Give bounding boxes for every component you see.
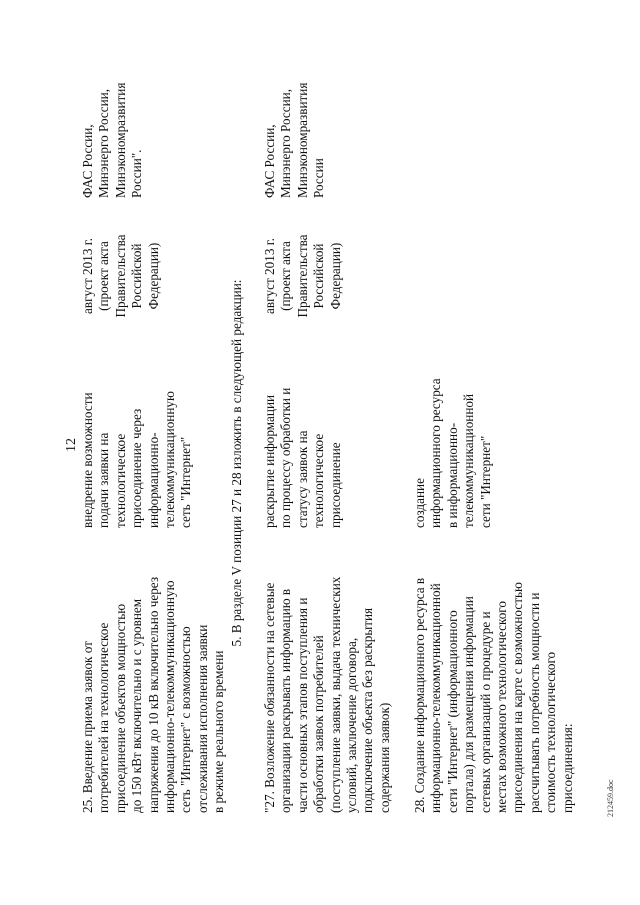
row27-description bbox=[262, 577, 393, 813]
row25-result bbox=[80, 391, 195, 528]
text-line: подачи заявки на bbox=[96, 432, 112, 528]
text-line: создание bbox=[412, 478, 427, 528]
text-line: сети "Интернет" (информационного bbox=[444, 610, 460, 813]
text-line: до 150 кВт включительно и с уровнем bbox=[129, 598, 145, 813]
text-line: присоединение через bbox=[129, 408, 145, 528]
text-line: статусу заявок на bbox=[294, 430, 310, 528]
row25-responsible bbox=[80, 83, 146, 198]
text-line: (поступление заявки, выдача технических bbox=[327, 576, 343, 813]
text-line: информационно- bbox=[145, 432, 161, 528]
text-line: портала) для размещения информации bbox=[461, 596, 477, 813]
text-line: присоединение bbox=[327, 442, 343, 528]
text-line: Правительства bbox=[294, 234, 310, 318]
document-id: 212459.doc bbox=[606, 779, 615, 817]
text-line: (проект акта bbox=[278, 241, 294, 311]
text-line: информационно-телекоммуникационной bbox=[428, 583, 444, 813]
text-line: август 2013 г. bbox=[262, 238, 277, 314]
text-line: части основных этапов поступления и bbox=[294, 597, 310, 813]
text-line: рассчитывать потребность мощности и bbox=[526, 592, 542, 813]
text-line: ФАС России, bbox=[80, 124, 95, 198]
text-line: Российской bbox=[311, 243, 327, 309]
row28-description bbox=[412, 578, 576, 813]
text-line: Федерации) bbox=[145, 242, 161, 310]
text-line: сеть "Интернет" bbox=[178, 436, 194, 528]
text-line: Минэкономразвития bbox=[294, 82, 310, 198]
section-note: 5. В разделе V позиции 27 и 28 изложить в следующей редакции: bbox=[229, 279, 244, 647]
text-line: отслеживания исполнения заявки bbox=[194, 624, 210, 813]
text-line: по процессу обработки и bbox=[278, 387, 294, 528]
text-line: организации раскрывать информацию в bbox=[278, 588, 294, 813]
text-line: Минэнерго России, bbox=[96, 88, 112, 198]
text-line: условий, заключение договора, bbox=[344, 637, 360, 813]
text-line: присоединение объектов мощностью bbox=[112, 603, 128, 813]
text-line: Российской bbox=[129, 243, 145, 309]
text-line: сети "Интернет" bbox=[477, 435, 493, 528]
text-line: в информационно- bbox=[444, 422, 460, 528]
text-line: раскрытие информации bbox=[262, 394, 277, 528]
text-line: России bbox=[311, 158, 327, 198]
text-line: содержания заявок) bbox=[376, 702, 392, 813]
text-line: информационного ресурса bbox=[428, 378, 444, 528]
text-line: Минэкономразвития bbox=[112, 82, 128, 198]
text-line: 25. Введение приема заявок от bbox=[80, 641, 95, 813]
text-line: сетевых организаций о процедуре и bbox=[477, 611, 493, 813]
row25-description bbox=[80, 577, 228, 813]
row27-deadline bbox=[262, 214, 344, 338]
text-line: присоединения на карте с возможностью bbox=[510, 582, 526, 813]
text-line: присоединения: bbox=[559, 723, 575, 813]
text-line: Минэнерго России, bbox=[278, 88, 294, 198]
text-line: подключение объекта без раскрытия bbox=[360, 607, 376, 813]
text-line: информационно-телекоммуникационную bbox=[162, 580, 178, 813]
row27-result bbox=[262, 388, 344, 528]
text-line: стоимость технологического bbox=[543, 651, 559, 813]
row28-result bbox=[412, 378, 494, 528]
text-line: сеть "Интернет" с возможностью bbox=[178, 626, 194, 813]
text-line: обработки заявок потребителей bbox=[311, 635, 327, 813]
text-line: внедрение возможности bbox=[80, 392, 95, 528]
text-line: ФАС России, bbox=[262, 124, 277, 198]
text-line: напряжения до 10 кВ включительно через bbox=[145, 576, 161, 813]
text-line: (проект акта bbox=[96, 241, 112, 311]
row25-deadline bbox=[80, 214, 162, 338]
text-line: Правительства bbox=[112, 234, 128, 318]
text-line: август 2013 г. bbox=[80, 238, 95, 314]
text-line: России". bbox=[129, 149, 145, 198]
text-line: в режиме реального времени bbox=[211, 650, 227, 813]
text-line: 28. Создание информационного ресурса в bbox=[412, 577, 427, 813]
text-line: технологическое bbox=[311, 433, 327, 528]
text-line: технологическое bbox=[112, 433, 128, 528]
text-line: местах возможного технологического bbox=[494, 601, 510, 813]
page-number: 12 bbox=[64, 438, 79, 452]
row27-responsible bbox=[262, 83, 328, 198]
text-line: потребителей на технологическое bbox=[96, 622, 112, 813]
text-line: Федерации) bbox=[327, 242, 343, 310]
text-line: телекоммуникационной bbox=[461, 393, 477, 528]
text-line: "27. Возложение обязанности на сетевые bbox=[262, 582, 277, 813]
text-line: телекоммуникационную bbox=[162, 391, 178, 528]
